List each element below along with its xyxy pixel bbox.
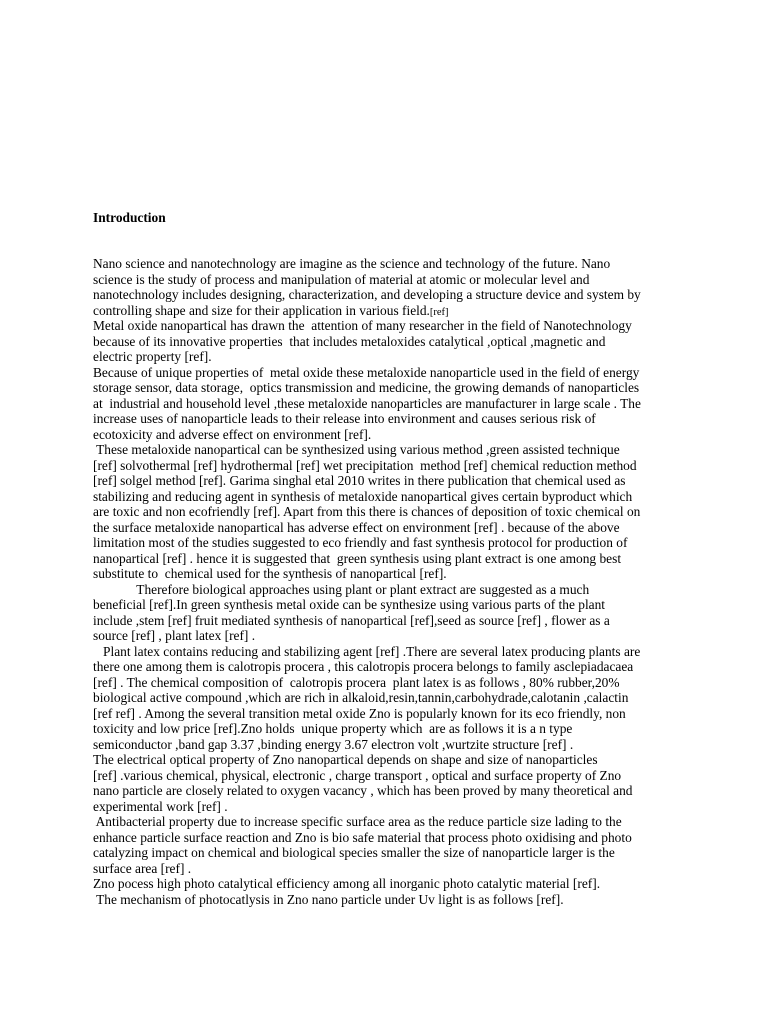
text-line: [ref] solvothermal [ref] hydrothermal [ref] wet precipitation method [ref] chemical reduction method <box>93 457 637 473</box>
inline-ref: [ref] <box>429 306 449 318</box>
text-line-with-ref <box>93 303 693 319</box>
text-line: there one among them is calotropis procera , this calotropis procera belongs to family asclepiadacaea <box>93 659 634 674</box>
text-line: electric property [ref]. <box>93 349 212 364</box>
section-heading: Introduction <box>93 210 166 225</box>
text-line: biological active compound ,which are rich in alkaloid,resin,tannin,carbohydrade,calotanin ,calactin <box>93 690 629 705</box>
text-line: nanotechnology includes designing, characterization, and developing a structure device and system by <box>93 287 641 302</box>
text-line: [ref ref] . Among the several transition metal oxide Zno is popularly known for its eco friendly, non <box>93 705 626 721</box>
text-line: storage sensor, data storage, optics transmission and medicine, the growing demands of nanoparticles <box>93 380 640 395</box>
text-line: catalyzing impact on chemical and biological species smaller the size of nanoparticle larger is the <box>93 845 615 860</box>
text-line: Nano science and nanotechnology are imagine as the science and technology of the future. Nano <box>93 256 611 271</box>
text-line: substitute to chemical used for the synthesis of nanopartical [ref]. <box>93 566 447 581</box>
text-line: beneficial [ref].In green synthesis metal oxide can be synthesize using various parts of the plant <box>93 597 606 612</box>
text-fragment: controlling shape and size for their application in various field. <box>93 302 430 318</box>
text-line: These metaloxide nanopartical can be synthesized using various method ,green assisted technique <box>93 442 620 457</box>
text-line: source [ref] , plant latex [ref] . <box>93 628 256 643</box>
text-line: ecotoxicity and adverse effect on environment [ref]. <box>93 426 372 442</box>
text-line: The electrical optical property of Zno nanopartical depends on shape and size of nanoparticles <box>93 752 598 767</box>
text-line: [ref] . The chemical composition of calotropis procera plant latex is as follows , 80% rubber,20% <box>93 674 620 690</box>
text-line: stabilizing and reducing agent in synthesis of metaloxide nanopartical gives certain byproduct which <box>93 488 633 504</box>
text-line: [ref] .various chemical, physical, electronic , charge transport , optical and surface property of Zno <box>93 767 622 783</box>
text-line: Therefore biological approaches using plant or plant extract are suggested as a much <box>93 581 590 597</box>
text-line: [ref] solgel method [ref]. Garima singhal etal 2010 writes in there publication that chemical used as <box>93 473 626 488</box>
text-line: Antibacterial property due to increase specific surface area as the reduce particle size lading to the <box>93 814 622 829</box>
text-line: limitation most of the studies suggested to eco friendly and fast synthesis protocol for production of <box>93 535 628 550</box>
text-line: science is the study of process and manipulation of material at atomic or molecular level and <box>93 271 590 287</box>
text-line: include ,stem [ref] fruit mediated synthesis of nanopartical [ref],seed as source [ref] , flower as a <box>93 612 610 628</box>
text-line: Plant latex contains reducing and stabilizing agent [ref] .There are several latex producing plants are <box>93 643 641 659</box>
text-line: toxicity and low price [ref].Zno holds unique property which are as follows it is a n type <box>93 721 573 736</box>
text-line: increase uses of nanoparticle leads to their release into environment and causes serious risk of <box>93 411 596 426</box>
text-line: nanopartical [ref] . hence it is suggested that green synthesis using plant extract is one among best <box>93 550 622 566</box>
text-line: Zno pocess high photo catalytical efficiency among all inorganic photo catalytic material [ref]. <box>93 876 601 891</box>
text-line: because of its innovative properties that includes metaloxides catalytical ,optical ,magnetic and <box>93 333 606 349</box>
body-text <box>93 256 693 907</box>
text-line: Because of unique properties of metal oxide these metaloxide nanoparticle used in the field of energy <box>93 364 640 380</box>
text-line: Metal oxide nanopartical has drawn the attention of many researcher in the field of Nanotechnology <box>93 318 632 333</box>
text-line: at industrial and household level ,these metaloxide nanoparticles are manufacturer in large scale . The <box>93 395 641 411</box>
text-line: the surface metaloxide nanopartical has adverse effect on environment [ref] . because of the above <box>93 519 620 535</box>
text-line: enhance particle surface reaction and Zno is bio safe material that process photo oxidising and photo <box>93 829 632 845</box>
text-line: semiconductor ,band gap 3.37 ,binding energy 3.67 electron volt ,wurtzite structure [ref] . <box>93 736 574 752</box>
text-line: nano particle are closely related to oxygen vacancy , which has been proved by many theoretical and <box>93 783 633 798</box>
text-line: are toxic and non ecofriendly [ref]. Apart from this there is chances of deposition of toxic chemical on <box>93 504 641 519</box>
text-line: experimental work [ref] . <box>93 798 228 814</box>
text-line: surface area [ref] . <box>93 860 192 876</box>
text-line: The mechanism of photocatlysis in Zno nano particle under Uv light is as follows [ref]. <box>93 891 564 907</box>
